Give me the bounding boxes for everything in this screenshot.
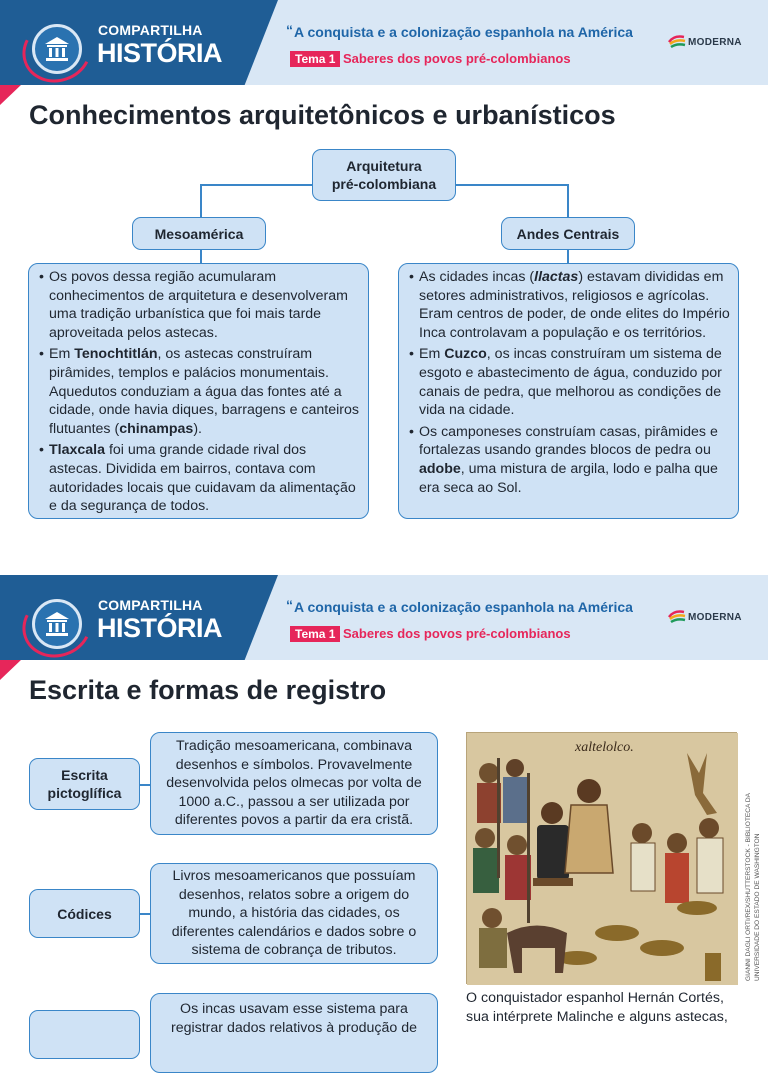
desc-third: Os incas usavam esse sistema para registrar dados relativos à produção de <box>150 993 438 1073</box>
connector-line <box>200 184 313 186</box>
tema-badge: Tema 1 <box>290 51 340 67</box>
publisher-logo <box>668 609 742 625</box>
andes-bullet: • As cidades incas (llactas) estavam divididas em setores administrativos, religiosos e agrícolas. Eram centros de poder, de onde elites do Império Inca controlavam a população e os territórios. <box>409 268 730 342</box>
moderna-logo-icon <box>668 34 686 50</box>
mesoamerica-list <box>39 268 360 516</box>
photo-credit <box>738 735 770 983</box>
term-codices: Códices <box>29 889 140 938</box>
unit-title: A conquista e a colonização espanhola na América <box>294 24 633 40</box>
mesoamerica-bullet: • Tlaxcala foi uma grande cidade rival dos astecas. Dividida em bairros, contava com autoridades locais que cuidavam da alimentação e da segurança de todos. <box>39 441 360 515</box>
mesoamerica-bullet: • Em Tenochtitlán, os astecas construíram pirâmides, templos e palácios monumentais. Aquedutos conduziam a água das fontes até a cidade, onde havia diques, barragens e canteiros flutuantes (chinampas). <box>39 345 360 438</box>
image-caption: O conquistador espanhol Hernán Cortés, sua intérprete Malinche e alguns astecas, <box>466 990 728 1025</box>
unit-title: A conquista e a colonização espanhola na América <box>294 599 633 615</box>
andes-node: Andes Centrais <box>501 217 635 250</box>
mesoamerica-box <box>28 263 369 519</box>
connector-line <box>200 249 202 264</box>
quote-mark: “ <box>286 22 293 38</box>
connector-line <box>455 184 568 186</box>
root-node <box>312 149 456 201</box>
museum-icon <box>32 599 82 649</box>
desc-pictoglyphic: Tradição mesoamericana, combinava desenhos e símbolos. Provavelmente desenvolvida pelos olmecas por volta de 1000 a.C., passou a ser utilizada por diferentes povos a partir da era cristã. <box>150 732 438 835</box>
andes-bullet: • Os camponeses construíam casas, pirâmides e fortalezas usando grandes blocos de pedra ou adobe, uma mistura de argila, lodo e palha que era seca ao Sol. <box>409 423 730 497</box>
slide-writing <box>0 575 768 1036</box>
brand-name-big: HISTÓRIA <box>97 613 223 643</box>
svg-text:UNIVERSIDADE DO ESTADO DE WASH: UNIVERSIDADE DO ESTADO DE WASHINGTON <box>754 833 761 981</box>
root-label-line2: pré-colombiana <box>331 176 437 192</box>
andes-bullet: • Em Cuzco, os incas construíram um sistema de esgoto e abastecimento de água, conduzido por canais de pedra, que melhorou as condições de vida na cidade. <box>409 345 730 419</box>
mesoamerica-bullet: • Os povos dessa região acumularam conhecimentos de arquitetura e desenvolveram uma tradição urbanística que foi mais tarde aproveitada pelos astecas. <box>39 268 360 342</box>
tema-title: Saberes dos povos pré-colombianos <box>343 626 571 641</box>
term-third <box>29 1010 140 1059</box>
slide-header <box>0 0 768 85</box>
andes-list <box>409 268 730 497</box>
tema-title: Saberes dos povos pré-colombianos <box>343 51 571 66</box>
moderna-logo-icon <box>668 609 686 625</box>
term-pictoglyphic: Escrita pictoglífica <box>29 758 140 810</box>
svg-text:GIANNI DAGLI ORTI/REX/SHUTTERS: GIANNI DAGLI ORTI/REX/SHUTTERSTOCK - BIBLIOTECA DA <box>745 792 752 981</box>
quote-mark: “ <box>286 597 293 613</box>
slide-header <box>0 575 768 660</box>
codex-illustration <box>466 732 737 984</box>
brand-name-big: HISTÓRIA <box>97 38 223 68</box>
connector-line <box>567 184 569 218</box>
page-title: Escrita e formas de registro <box>29 675 387 705</box>
tema-badge: Tema 1 <box>290 626 340 642</box>
andes-box <box>398 263 739 519</box>
publisher-logo <box>668 34 742 50</box>
slide-separator <box>0 540 768 575</box>
mesoamerica-node: Mesoamérica <box>132 217 266 250</box>
connector-line <box>567 249 569 264</box>
connector-line <box>200 184 202 218</box>
codex-inscription: xaltelolco. <box>575 740 634 755</box>
root-label-line1: Arquitetura <box>346 158 422 174</box>
brand-name-small: COMPARTILHA <box>98 22 203 38</box>
publisher-name: MODERNA <box>688 36 742 48</box>
page-title: Conhecimentos arquitetônicos e urbanísticos <box>29 100 616 130</box>
museum-icon <box>32 24 82 74</box>
desc-codices: Livros mesoamericanos que possuíam desenhos, relatos sobre a origem do mundo, a história das cidades, os diferentes calendários e dados sobre o sistema de cobrança de tributos. <box>150 863 438 964</box>
brand-name-small: COMPARTILHA <box>98 597 203 613</box>
publisher-name: MODERNA <box>688 611 742 623</box>
